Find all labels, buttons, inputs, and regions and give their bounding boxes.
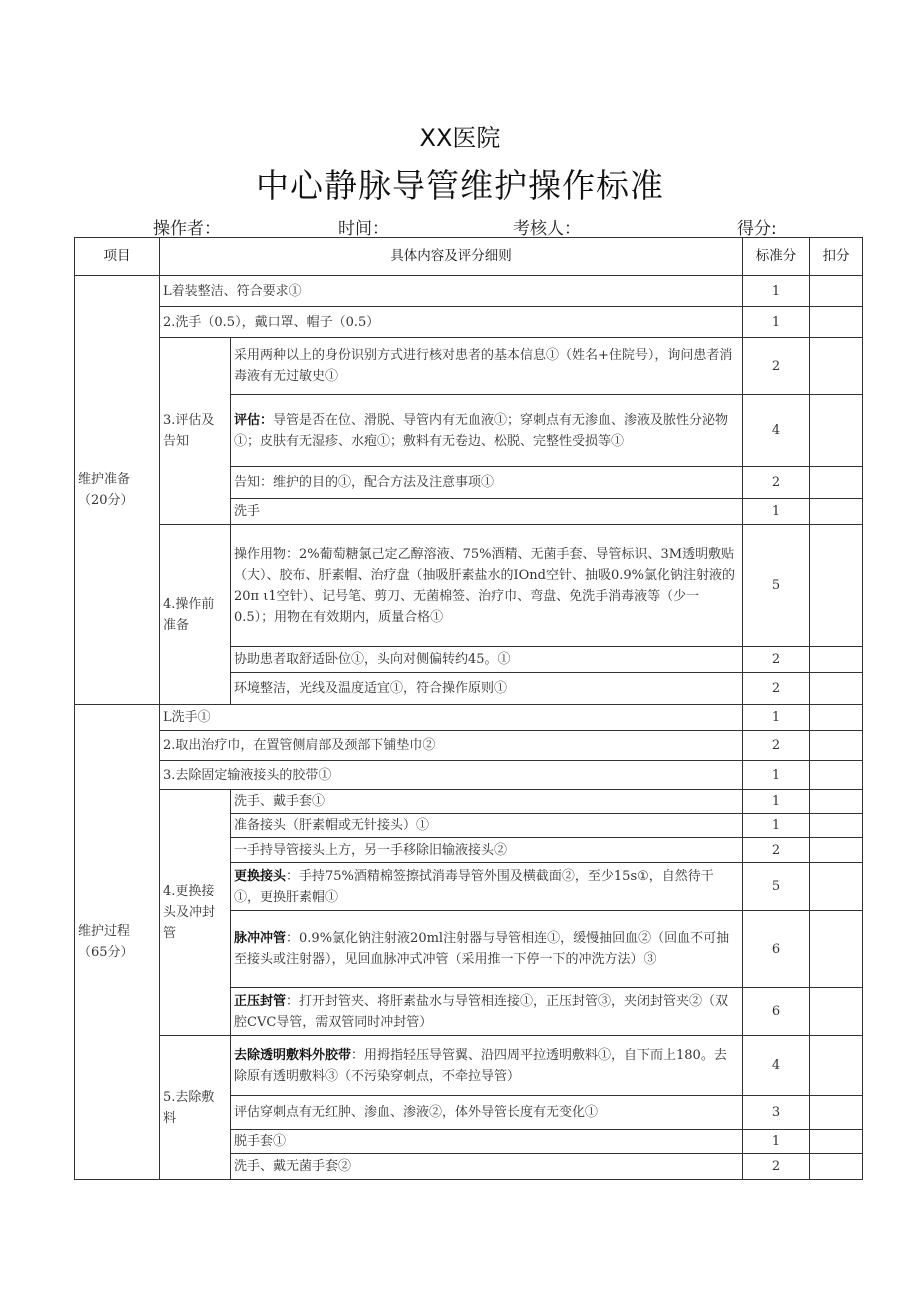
deduction-cell	[810, 705, 863, 731]
row-label: 正压封管	[234, 993, 287, 1009]
row-score: 5	[743, 525, 810, 647]
table-row	[75, 307, 863, 338]
row-content: L着装整洁、符合要求①	[160, 276, 743, 307]
deduction-cell	[810, 761, 863, 790]
row-score: 2	[743, 338, 810, 395]
row-content: 2.取出治疗巾，在置管侧肩部及颈部下铺垫巾②	[160, 731, 743, 761]
hospital-name: XX医院	[419, 124, 501, 152]
table-row	[75, 731, 863, 761]
header-content: 具体内容及评分细则	[160, 238, 743, 276]
table-row	[75, 338, 863, 395]
deduction-cell	[810, 276, 863, 307]
row-content: 3.去除固定输液接头的胶带①	[160, 761, 743, 790]
row-label: 脉冲冲管	[234, 931, 287, 946]
row-content: 2.洗手（0.5），戴口罩、帽子（0.5）	[160, 307, 743, 338]
row-label: 评估：	[234, 412, 274, 428]
table-row	[75, 525, 863, 647]
row-score: 2	[743, 467, 810, 499]
deduction-cell	[810, 1036, 863, 1096]
table-header-row	[75, 238, 863, 276]
deduction-cell	[810, 307, 863, 338]
row-content: 脱手套①	[231, 1130, 743, 1154]
table-row	[75, 761, 863, 790]
deduction-cell	[810, 1096, 863, 1130]
deduction-cell	[810, 647, 863, 673]
score-label: 得分:	[737, 219, 777, 239]
row-content	[231, 911, 743, 988]
row-content: 环境整洁，光线及温度适宜①，符合操作原则①	[231, 673, 743, 705]
row-content: 评估穿刺点有无红肿、渗血、渗液②，体外导管长度有无变化①	[231, 1096, 743, 1130]
row-text: ：手持75%酒精棉签擦拭消毒导管外围及横截面②，至少15s①，自然待干①，更换肝素帽①	[234, 868, 714, 905]
deduction-cell	[810, 395, 863, 467]
deduction-cell	[810, 814, 863, 838]
row-content: 协助患者取舒适卧位①，头向对侧偏转约45。①	[231, 647, 743, 673]
row-score: 2	[743, 731, 810, 761]
table-row	[75, 705, 863, 731]
row-content: 洗手	[231, 499, 743, 525]
row-content	[231, 988, 743, 1036]
row-score: 1	[743, 499, 810, 525]
row-content: 洗手、戴手套①	[231, 790, 743, 814]
row-score: 6	[743, 911, 810, 988]
row-score: 1	[743, 307, 810, 338]
header-item: 项目	[75, 238, 160, 276]
deduction-cell	[810, 338, 863, 395]
section-name: 维护过程（65分）	[75, 705, 160, 1180]
deduction-cell	[810, 863, 863, 911]
row-content	[231, 395, 743, 467]
deduction-cell	[810, 911, 863, 988]
time-label: 时间：	[338, 219, 389, 239]
row-content: 采用两种以上的身份识别方式进行核对患者的基本信息①（姓名+住院号），询问患者消毒液有无过敏史①	[231, 338, 743, 395]
deduction-cell	[810, 838, 863, 863]
row-content: 一手持导管接头上方，另一手移除旧输液接头②	[231, 838, 743, 863]
deduction-cell	[810, 1154, 863, 1180]
header-standard-score: 标准分	[743, 238, 810, 276]
row-content: 告知：维护的目的①，配合方法及注意事项①	[231, 467, 743, 499]
examiner-label: 考核人：	[513, 219, 581, 239]
row-label: 更换接头	[234, 868, 287, 884]
header-deduction: 扣分	[810, 238, 863, 276]
group-name: 5.去除敷料	[160, 1036, 231, 1180]
deduction-cell	[810, 731, 863, 761]
row-score: 2	[743, 1154, 810, 1180]
row-content: L洗手①	[160, 705, 743, 731]
row-content: 准备接头（肝素帽或无针接头）①	[231, 814, 743, 838]
row-score: 2	[743, 647, 810, 673]
row-text: 导管是否在位、滑脱、导管内有无血液①；穿刺点有无渗血、渗液及脓性分泌物①；皮肤有无湿疹、水疱①；敷料有无卷边、松脱、完整性受损等①	[234, 412, 729, 449]
deduction-cell	[810, 1130, 863, 1154]
row-score: 3	[743, 1096, 810, 1130]
row-score: 2	[743, 838, 810, 863]
row-score: 1	[743, 705, 810, 731]
row-text: ：打开封管夹、将肝素盐水与导管相连接①，正压封管③，夹闭封管夹②（双腔CVC导管，需双管同时冲封管）	[234, 993, 729, 1030]
row-score: 1	[743, 1130, 810, 1154]
deduction-cell	[810, 467, 863, 499]
row-content: 操作用物：2%葡萄糖氯己定乙醇溶液、75%酒精、无菌手套、导管标识、3M透明敷贴（大）、胶布、肝素帽、治疗盘（抽吸肝素盐水的IOnd空针、抽吸0.9%氯化钠注射液的20π ι1空针）、记号笔、剪刀、无菌棉签、治疗巾、弯盘、免洗手消毒液等（少一0.5）；用物在有效期内，质量合格①	[231, 525, 743, 647]
row-content: 洗手、戴无菌手套②	[231, 1154, 743, 1180]
row-score: 1	[743, 761, 810, 790]
row-score: 1	[743, 276, 810, 307]
table-row	[75, 1036, 863, 1096]
group-name: 3.评估及告知	[160, 338, 231, 525]
deduction-cell	[810, 790, 863, 814]
operator-label: 操作者：	[153, 219, 221, 239]
row-score: 6	[743, 988, 810, 1036]
row-label: 去除透明敷料外胶带	[234, 1047, 352, 1063]
row-score: 2	[743, 673, 810, 705]
table-row	[75, 276, 863, 307]
table-row	[75, 790, 863, 814]
row-score: 5	[743, 863, 810, 911]
row-score: 4	[743, 1036, 810, 1096]
row-score: 1	[743, 790, 810, 814]
section-name: 维护准备（20分）	[75, 276, 160, 705]
score-table	[74, 237, 863, 1180]
deduction-cell	[810, 499, 863, 525]
row-text: ：用拇指轻压导管翼、沿四周平拉透明敷料①，自下而上180。去除原有透明敷料③（不污染穿刺点，不牵拉导管）	[234, 1047, 727, 1084]
group-name: 4.操作前准备	[160, 525, 231, 705]
deduction-cell	[810, 988, 863, 1036]
deduction-cell	[810, 673, 863, 705]
document-title: 中心静脉导管维护操作标准	[256, 166, 664, 205]
deduction-cell	[810, 525, 863, 647]
group-name: 4.更换接头及冲封管	[160, 790, 231, 1036]
row-content	[231, 1036, 743, 1096]
row-score: 1	[743, 814, 810, 838]
row-score: 4	[743, 395, 810, 467]
row-text: ：0.9%氯化钠注射液20ml注射器与导管相连①，缓慢抽回血②（回血不可抽至接头或注射器），见回血脉冲式冲管（采用推一下停一下的冲洗方法）③	[234, 931, 730, 967]
row-content	[231, 863, 743, 911]
